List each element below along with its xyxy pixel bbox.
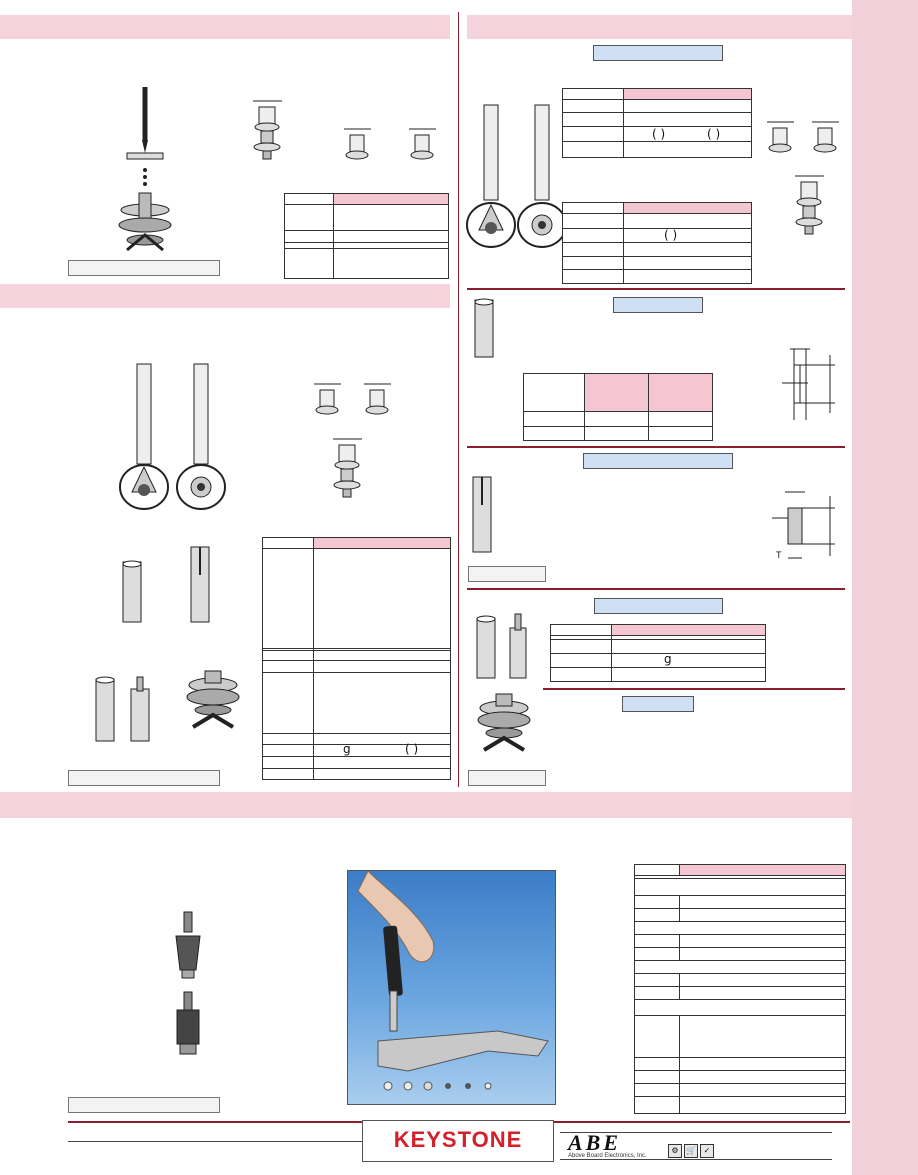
label-box-4: [594, 598, 723, 614]
caption-bar-2: [68, 770, 220, 786]
spec-table-top-right-1: [562, 88, 752, 158]
spec-table-bottom-right: [634, 864, 846, 1114]
caption-bar-3: [468, 566, 546, 582]
slotted-sleeve-illustration-2: [470, 475, 495, 555]
collet-tip-illustration: [168, 910, 208, 1075]
divider-rule-3: [467, 588, 845, 590]
staking-tool-assembly-illustration: [105, 85, 195, 260]
gear-icon[interactable]: ⚙: [668, 1144, 682, 1158]
footer-thin-rule-right-2: [560, 1159, 832, 1160]
anvil-assembly-illustration-2: [474, 688, 534, 768]
sleeve-pin-pair-illustration-2: [474, 612, 534, 682]
swage-diagram-small-1: [340, 125, 375, 165]
table-g-mark-1: g: [343, 742, 351, 756]
slotted-sleeve-illustration: [188, 545, 213, 625]
spec-table-top-left: [284, 193, 449, 279]
label-box-1: [593, 45, 723, 61]
section-band-mid-left: [0, 284, 450, 308]
column-divider: [458, 12, 459, 787]
sleeve-dimension-diagram: [780, 345, 840, 425]
section-band-top-left: [0, 15, 450, 39]
divider-rule-4: [543, 688, 845, 690]
right-tab-sidebar: [852, 0, 918, 1175]
caption-bar-5: [68, 1097, 220, 1113]
cart-icon[interactable]: 🛒: [684, 1144, 698, 1158]
abe-tagline: Above Board Electronics, Inc.: [568, 1153, 647, 1159]
swage-diagram-mid-1: [310, 380, 345, 420]
divider-rule-1: [467, 288, 845, 290]
caption-bar-4: [468, 770, 546, 786]
hand-tool-illustration-2: [172, 362, 232, 517]
swage-diagram-mid-2: [360, 380, 395, 420]
section-band-top-right: [467, 15, 852, 39]
standoff-diagram-right: [787, 170, 832, 240]
spec-table-sleeve: [523, 373, 713, 441]
footer-thin-rule-left: [68, 1141, 362, 1142]
spec-table-top-right-2: [562, 202, 752, 284]
label-box-2: [613, 297, 703, 313]
spec-table-sleeve-pin: [550, 624, 766, 682]
dimension-label-t: T: [776, 550, 782, 560]
table-paren-mark-4: ( ): [664, 228, 678, 242]
divider-rule-2: [467, 446, 845, 448]
label-box-5: [622, 696, 694, 712]
caption-bar-1: [68, 260, 220, 276]
sleeve-pin-pair-illustration: [93, 675, 158, 745]
swage-diagram-small-2: [405, 125, 440, 165]
standoff-diagram-1: [245, 95, 290, 165]
swage-diagram-right-2: [808, 118, 843, 158]
section-band-bottom: [0, 792, 852, 818]
label-box-3: [583, 453, 733, 469]
table-g-mark-2: g: [664, 652, 672, 666]
keystone-logo: KEYSTONE: [362, 1120, 554, 1162]
abe-logo: ABE: [568, 1130, 622, 1155]
hand-tool-illustration-1: [115, 362, 175, 517]
swage-diagram-right-1: [763, 118, 798, 158]
sleeve-illustration-1: [120, 560, 145, 625]
standoff-diagram-mid: [325, 433, 370, 503]
product-photo: [347, 870, 556, 1105]
sleeve-illustration-2: [472, 298, 497, 360]
table-paren-mark-1: ( ): [405, 742, 419, 756]
table-paren-mark-3: ( ): [707, 127, 721, 141]
table-paren-mark-2: ( ): [652, 127, 666, 141]
anvil-assembly-illustration: [183, 665, 243, 745]
check-circle-icon[interactable]: ✓: [700, 1144, 714, 1158]
spec-table-mid-left: [262, 537, 451, 780]
